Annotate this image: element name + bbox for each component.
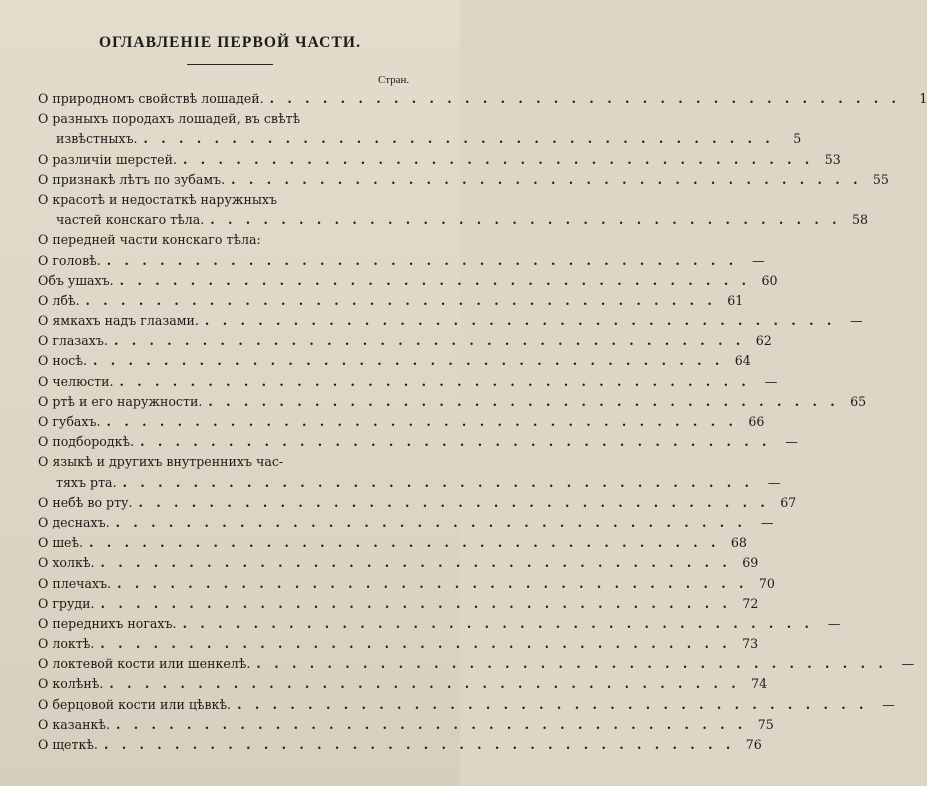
dot-leader: . . . . . . . . . . . . . . . . . . . . . . . . . . . . . . . . . . . .	[100, 555, 732, 571]
dot-leader: . . . . . . . . . . . . . . . . . . . . . . . . . . . . . . . . . . . .	[269, 91, 901, 106]
toc-entry	[38, 230, 430, 250]
toc-entry-continuation	[38, 473, 781, 493]
toc-entry	[38, 372, 778, 392]
toc-entry	[38, 432, 798, 452]
dot-leader: . . . . . . . . . . . . . . . . . . . . . . . . . . . . . . . . . . . .	[256, 656, 888, 672]
dot-leader: . . . . . . . . . . . . . . . . . . . . . . . . . . . . . . . . . . . .	[113, 333, 745, 349]
toc-entry-title: О груди.	[38, 595, 95, 611]
toc-page-number: 66	[748, 414, 765, 429]
toc-entry	[38, 190, 430, 210]
dot-leader: . . . . . . . . . . . . . . . . . . . . . . . . . . . . . . . . . . . .	[100, 636, 732, 652]
toc-page-number: —	[760, 514, 774, 530]
dot-leader: . . . . . . . . . . . . . . . . . . . . . . . . . . . . . . . . . . . .	[100, 595, 732, 611]
toc-page-number: —	[827, 615, 841, 631]
toc-entry	[38, 493, 797, 513]
toc-entry	[38, 695, 895, 715]
toc-page-number: 61	[727, 292, 744, 308]
toc-page-number: 53	[824, 151, 841, 167]
toc-page-number: —	[767, 474, 781, 490]
dot-leader: . . . . . . . . . . . . . . . . . . . . . . . . . . . . . . . . . . . .	[103, 737, 735, 752]
page-title: ОГЛАВЛЕНIЕ ПЕРВОЙ ЧАСТИ.	[98, 34, 362, 51]
dot-leader: . . . . . . . . . . . . . . . . . . . . . . . . . . . . . . . . . . . .	[117, 575, 748, 591]
dot-leader: . . . . . . . . . . . . . . . . . . . . . . . . . . . . . . . . . . . .	[237, 696, 868, 712]
page-column-header: Стран.	[378, 74, 410, 86]
dot-leader: . . . . . . . . . . . . . . . . . . . . . . . . . . . . . . . . . . . .	[122, 474, 754, 490]
toc-page-number: 74	[751, 676, 768, 692]
toc-entry	[38, 271, 778, 291]
toc-page-number: —	[882, 696, 895, 712]
dot-leader: . . . . . . . . . . . . . . . . . . . . . . . . . . . . . . . . . . . .	[208, 393, 840, 409]
dot-leader: . . . . . . . . . . . . . . . . . . . . . . . . . . . . . . . . . . . .	[106, 414, 738, 429]
toc-page-number: 60	[761, 272, 778, 288]
toc-entry-title: О различiи шерстей.	[38, 151, 178, 167]
toc-entry	[38, 674, 768, 694]
table-of-contents	[38, 89, 927, 755]
dot-leader: . . . . . . . . . . . . . . . . . . . . . . . . . . . . . . . . . . . .	[143, 131, 775, 147]
title-rule	[187, 64, 273, 65]
dot-leader: . . . . . . . . . . . . . . . . . . . . . . . . . . . . . . . . . . . .	[119, 373, 751, 389]
toc-entry-continuation	[38, 129, 802, 149]
toc-entry-title: О ямкахъ надъ глазами.	[38, 313, 199, 329]
toc-entry	[38, 513, 774, 533]
toc-entry-title: О признакѣ лѣтъ по зубамъ.	[38, 171, 226, 187]
toc-entry-title: О колѣнѣ.	[38, 676, 104, 692]
toc-page-number: —	[764, 373, 778, 389]
toc-entry-title: О глазахъ.	[38, 333, 108, 349]
toc-entry-title: О языкѣ и другихъ внутреннихъ час-	[38, 454, 284, 470]
toc-entry	[38, 351, 751, 371]
toc-entry	[38, 452, 430, 472]
toc-entry-title: О щеткѣ.	[38, 737, 98, 752]
toc-page-number: 67	[780, 494, 797, 510]
toc-page-number: 62	[755, 333, 772, 349]
toc-entry-title: тяхъ рта.	[56, 474, 117, 490]
toc-page-number: —	[850, 313, 863, 329]
toc-entry-title: О берцовой кости или цѣвкѣ.	[38, 696, 232, 712]
toc-page-number: 72	[742, 595, 759, 611]
toc-page-number: —	[785, 434, 798, 450]
toc-entry	[38, 412, 765, 432]
toc-page-number: 69	[742, 555, 759, 571]
toc-entry	[38, 251, 765, 271]
toc-entry-title: О лбѣ.	[38, 292, 80, 308]
toc-entry	[38, 89, 927, 109]
toc-entry	[38, 170, 889, 190]
toc-entry	[38, 735, 762, 755]
toc-page-number: 5	[793, 131, 802, 147]
toc-entry	[38, 331, 772, 351]
toc-entry	[38, 574, 775, 594]
dot-leader: . . . . . . . . . . . . . . . . . . . . . . . . . . . . . . . . . . . .	[115, 514, 747, 530]
toc-entry-title: О переднихъ ногахъ.	[38, 615, 177, 631]
toc-entry	[38, 533, 747, 553]
toc-entry-title: О шеѣ.	[38, 535, 84, 551]
toc-page-number: —	[751, 252, 765, 268]
toc-page-number: 70	[758, 575, 775, 591]
toc-entry-continuation	[38, 210, 869, 230]
dot-leader: . . . . . . . . . . . . . . . . . . . . . . . . . . . . . . . . . . . .	[140, 434, 771, 450]
dot-leader: . . . . . . . . . . . . . . . . . . . . . . . . . . . . . . . . . . . .	[109, 676, 741, 692]
toc-entry-title: О небѣ во рту.	[38, 494, 133, 510]
toc-entry-title: О холкѣ.	[38, 555, 95, 571]
dot-leader: . . . . . . . . . . . . . . . . . . . . . . . . . . . . . . . . . . . .	[106, 252, 738, 268]
toc-page-number: —	[901, 656, 915, 672]
toc-entry-title: О казанкѣ.	[38, 716, 110, 732]
toc-entry	[38, 594, 759, 614]
toc-page-number: 73	[742, 636, 759, 652]
toc-page-number: 68	[730, 535, 747, 551]
toc-entry-title: Объ ушахъ.	[38, 272, 114, 288]
toc-entry	[38, 311, 863, 331]
toc-page-number: 75	[757, 716, 774, 732]
dot-leader: . . . . . . . . . . . . . . . . . . . . . . . . . . . . . . . . . . . .	[183, 151, 814, 167]
toc-entry	[38, 392, 867, 412]
toc-entry	[38, 150, 841, 170]
toc-page-number: 1	[919, 91, 927, 106]
dot-leader: . . . . . . . . . . . . . . . . . . . . . . . . . . . . . . . . . . . .	[85, 292, 717, 308]
toc-entry-title: О передней части конскаго тѣла:	[38, 232, 261, 248]
dot-leader: . . . . . . . . . . . . . . . . . . . . . . . . . . . . . . . . . . . .	[115, 716, 747, 732]
toc-entry	[38, 109, 430, 129]
dot-leader: . . . . . . . . . . . . . . . . . . . . . . . . . . . . . . . . . . . .	[210, 212, 842, 228]
toc-entry-title: О красотѣ и недостаткѣ наружныхъ	[38, 191, 278, 207]
dot-leader: . . . . . . . . . . . . . . . . . . . . . . . . . . . . . . . . . . . .	[89, 535, 720, 551]
toc-page-number: 76	[745, 737, 762, 752]
toc-entry-title: частей конскаго тѣла.	[56, 212, 205, 228]
dot-leader: . . . . . . . . . . . . . . . . . . . . . . . . . . . . . . . . . . . .	[231, 171, 862, 187]
dot-leader: . . . . . . . . . . . . . . . . . . . . . . . . . . . . . . . . . . . .	[182, 615, 814, 631]
toc-page-number: 58	[852, 212, 869, 228]
toc-entry-title: О головѣ.	[38, 252, 101, 268]
toc-page-number: 55	[872, 171, 889, 187]
toc-entry	[38, 291, 744, 311]
toc-entry-title: О ртѣ и его наружности.	[38, 393, 203, 409]
dot-leader: . . . . . . . . . . . . . . . . . . . . . . . . . . . . . . . . . . . .	[204, 313, 836, 329]
toc-entry-title: О подбородкѣ.	[38, 434, 135, 450]
toc-entry	[38, 715, 774, 735]
toc-page-number: 65	[850, 393, 867, 409]
toc-entry-title: извѣстныхъ.	[56, 131, 138, 147]
toc-entry-title: О локтѣ.	[38, 636, 95, 652]
dot-leader: . . . . . . . . . . . . . . . . . . . . . . . . . . . . . . . . . . . .	[92, 353, 724, 369]
toc-entry-title: О разныхъ породахъ лошадей, въ свѣтѣ	[38, 111, 301, 127]
toc-entry	[38, 654, 915, 674]
dot-leader: . . . . . . . . . . . . . . . . . . . . . . . . . . . . . . . . . . . .	[119, 272, 751, 288]
toc-entry-title: О челюсти.	[38, 373, 114, 389]
toc-entry	[38, 614, 841, 634]
dot-leader: . . . . . . . . . . . . . . . . . . . . . . . . . . . . . . . . . . . .	[138, 494, 770, 510]
toc-entry-title: О локтевой кости или шенкелѣ.	[38, 656, 251, 672]
toc-entry-title: О носѣ.	[38, 353, 87, 369]
toc-entry	[38, 634, 759, 654]
toc-entry-title: О природномъ свойствѣ лошадей.	[38, 91, 264, 106]
toc-entry-title: О плечахъ.	[38, 575, 112, 591]
toc-entry	[38, 553, 759, 573]
toc-entry-title: О деснахъ.	[38, 514, 110, 530]
toc-entry-title: О губахъ.	[38, 414, 101, 429]
toc-page-number: 64	[734, 353, 751, 369]
